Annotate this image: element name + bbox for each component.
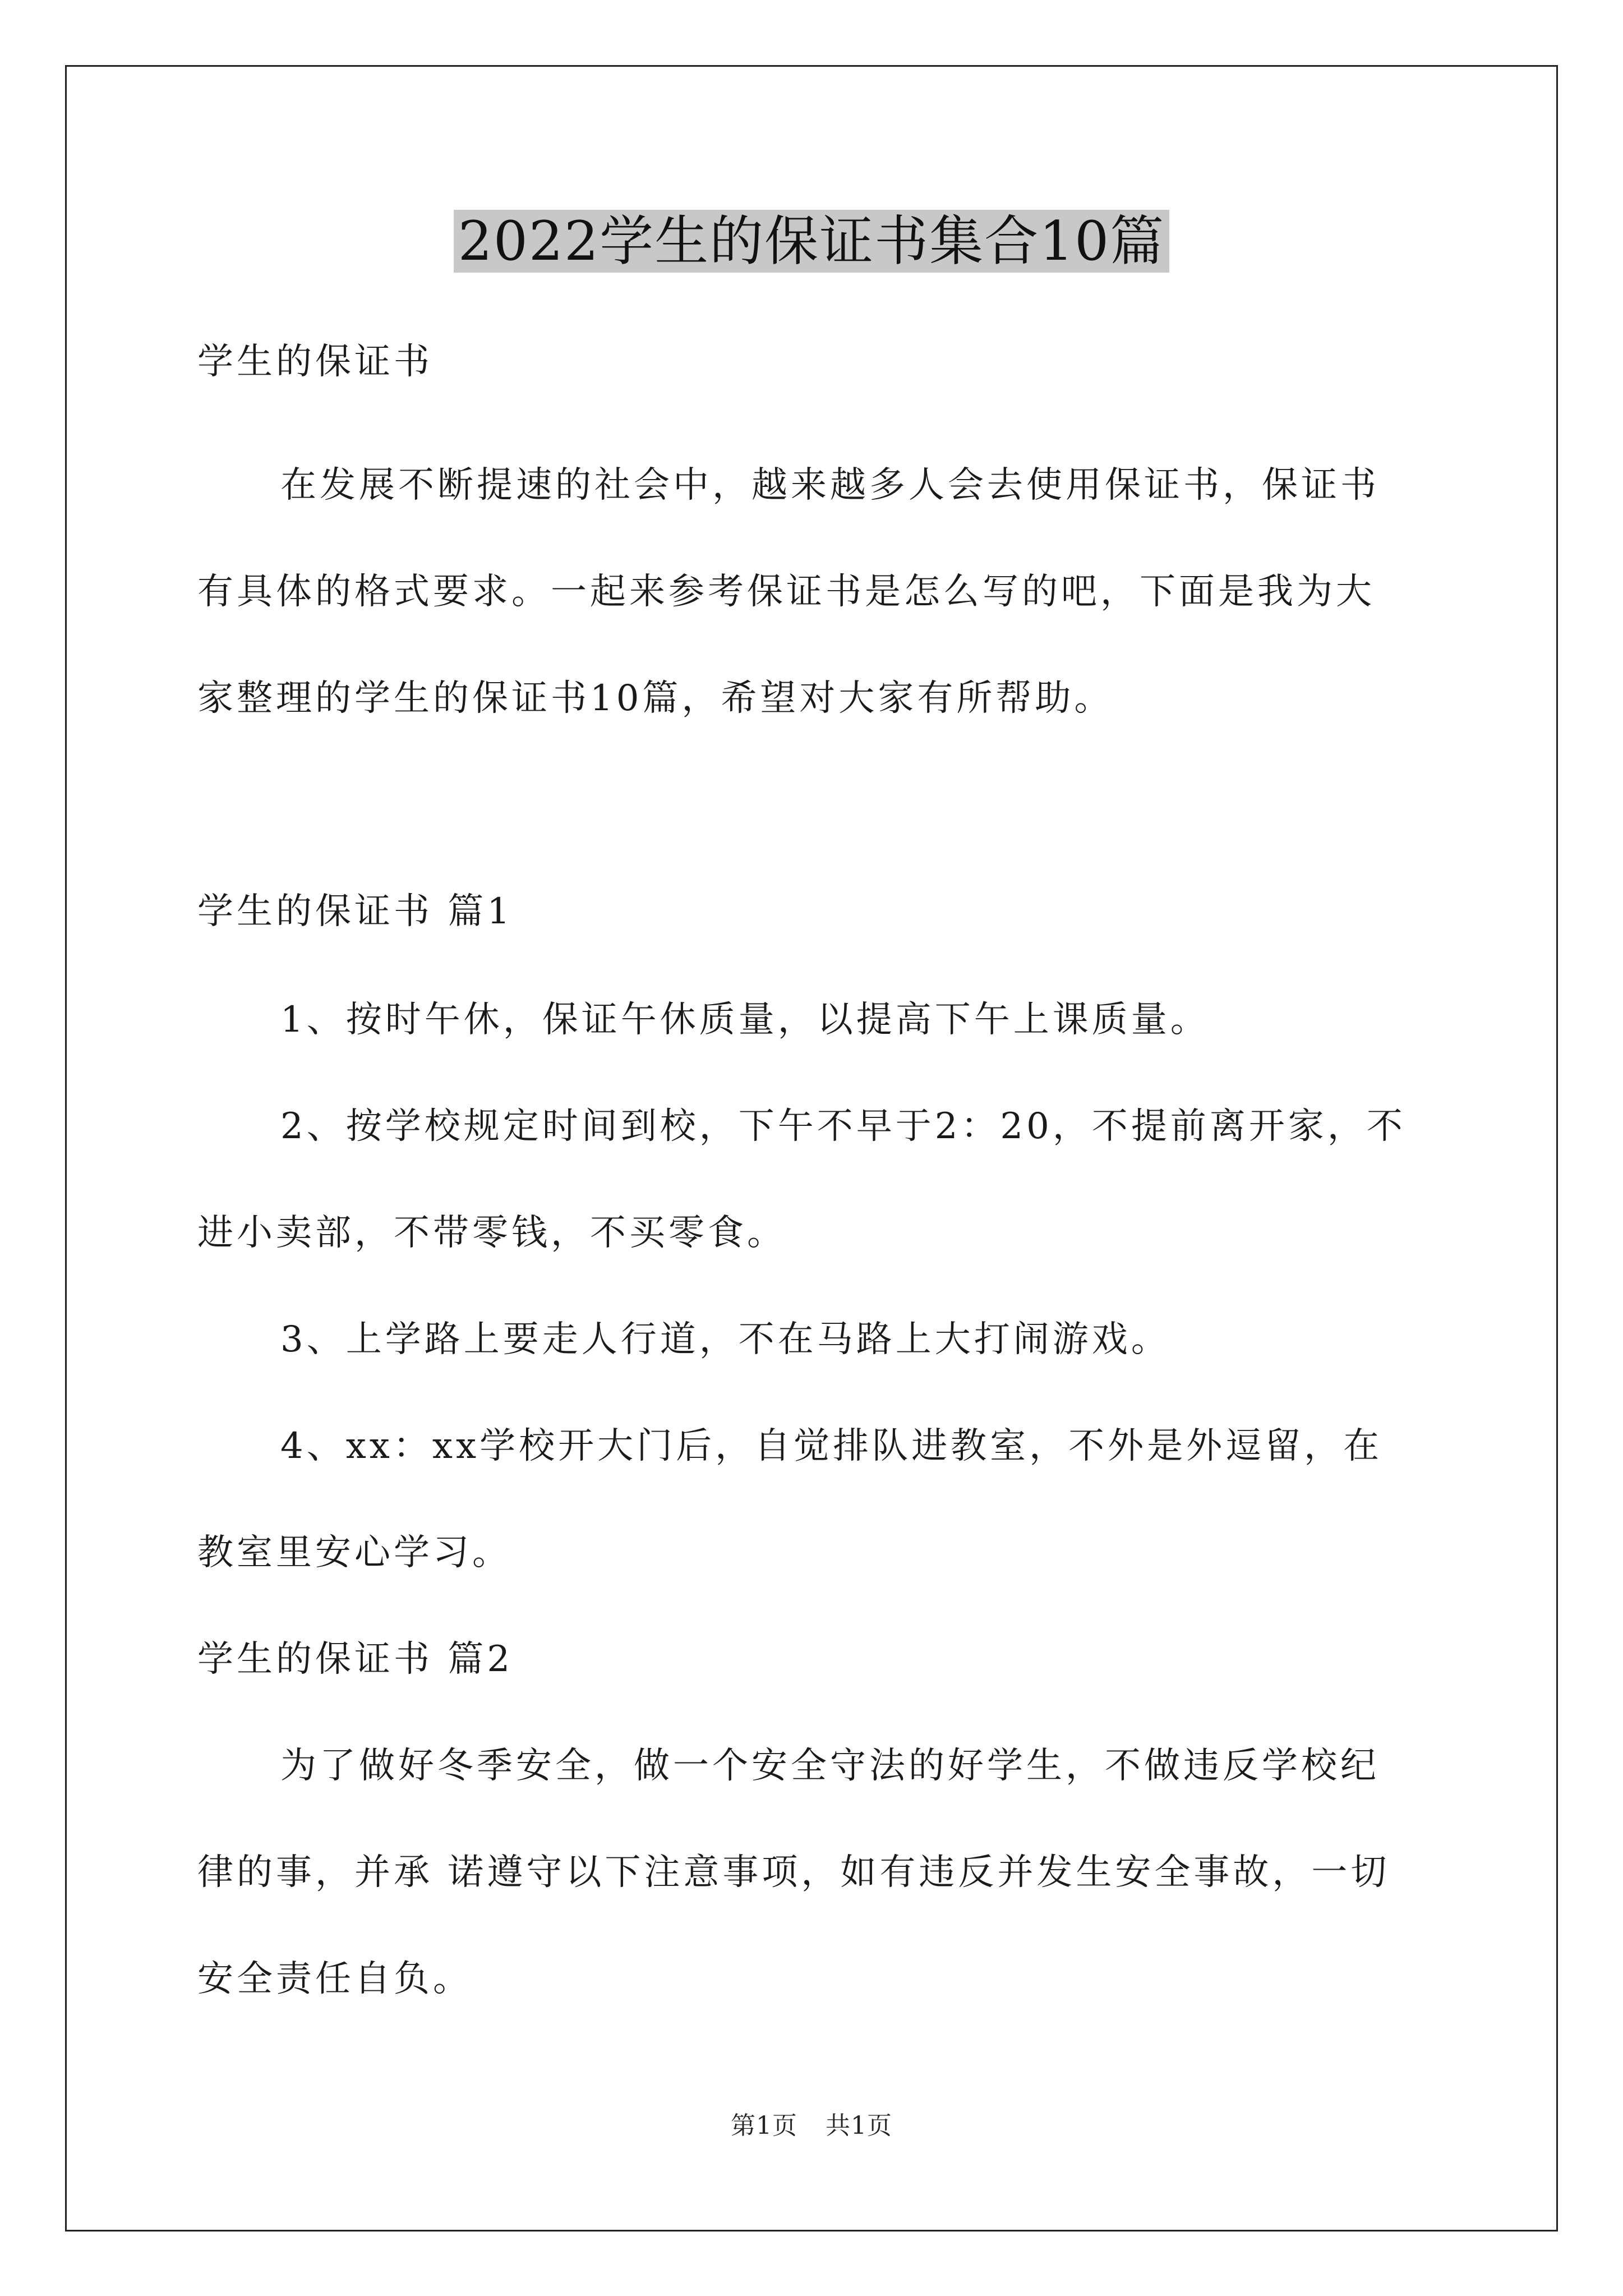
page-total: 共1页 <box>826 2111 892 2140</box>
section-heading-intro: 学生的保证书 <box>197 341 433 383</box>
paragraph-line: 在发展不断提速的社会中，越来越多人会去使用保证书，保证书 <box>280 464 1380 506</box>
paragraph-line: 有具体的格式要求。一起来参考保证书是怎么写的吧，下面是我为大 <box>197 571 1375 613</box>
document-title <box>0 202 1623 280</box>
paragraph-line: 为了做好冬季安全，做一个安全守法的好学生，不做违反学校纪 <box>280 1745 1380 1787</box>
page-footer <box>0 2109 1623 2143</box>
page-number: 第1页 <box>731 2111 797 2140</box>
list-item: 2、按学校规定时间到校，下午不早于2：20，不提前离开家，不 <box>280 1106 1406 1147</box>
list-item: 3、上学路上要走人行道，不在马路上大打闹游戏。 <box>280 1319 1170 1360</box>
section-heading-part1: 学生的保证书 篇1 <box>197 891 514 932</box>
paragraph-line: 安全责任自负。 <box>197 1958 472 2000</box>
document-title-text: 2022学生的保证书集合10篇 <box>454 210 1169 273</box>
list-item-continuation: 进小卖部，不带零钱，不买零食。 <box>197 1212 786 1254</box>
section-heading-part2: 学生的保证书 篇2 <box>197 1639 514 1680</box>
list-item: 1、按时午休，保证午休质量，以提高下午上课质量。 <box>280 999 1210 1041</box>
list-item-continuation: 教室里安心学习。 <box>197 1532 511 1573</box>
paragraph-line: 律的事，并承 诺遵守以下注意事项，如有违反并发生安全事故，一切 <box>197 1852 1390 1893</box>
paragraph-line: 家整理的学生的保证书10篇，希望对大家有所帮助。 <box>197 678 1114 719</box>
list-item: 4、xx：xx学校开大门后，自觉排队进教室，不外是外逗留，在 <box>280 1425 1383 1467</box>
